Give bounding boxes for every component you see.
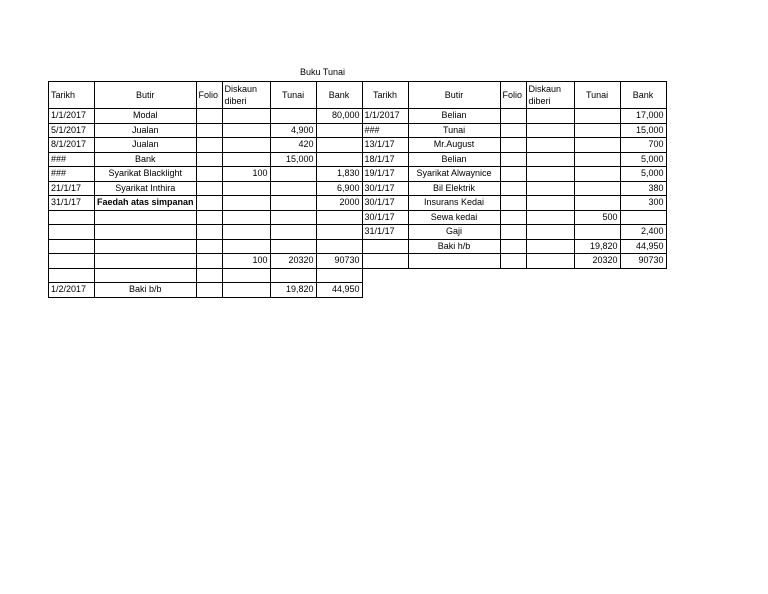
credit-butir-cell[interactable]: Belian <box>408 109 500 124</box>
table-row <box>49 167 667 182</box>
debit-diskaun-cell[interactable] <box>222 196 270 211</box>
credit-tarikh-cell[interactable]: 30/1/17 <box>362 181 408 196</box>
debit-butir-cell[interactable]: Jualan <box>95 123 197 138</box>
table-row <box>49 254 667 269</box>
debit-tarikh-cell[interactable]: ### <box>49 152 95 167</box>
credit-tarikh-cell[interactable]: 19/1/17 <box>362 167 408 182</box>
debit-tarikh-cell[interactable] <box>49 254 95 269</box>
credit-bank-cell[interactable]: 700 <box>620 138 666 153</box>
empty-cell <box>362 283 408 298</box>
empty-cell <box>574 283 620 298</box>
debit-tarikh-cell[interactable]: ### <box>49 167 95 182</box>
debit-bank-cell[interactable]: 80,000 <box>316 109 362 124</box>
debit-diskaun-cell[interactable] <box>222 239 270 254</box>
debit-tunai-cell[interactable] <box>270 167 316 182</box>
credit-folio-cell[interactable] <box>500 138 526 153</box>
header-tarikh[interactable]: Tarikh <box>49 82 95 109</box>
table-row <box>49 109 667 124</box>
debit-tarikh-cell[interactable]: 1/1/2017 <box>49 109 95 124</box>
empty-cell <box>408 268 500 283</box>
credit-diskaun-cell[interactable] <box>526 123 574 138</box>
header-diskaun-credit[interactable] <box>526 82 574 109</box>
credit-folio-cell[interactable] <box>500 254 526 269</box>
debit-butir-cell[interactable]: Faedah atas simpanan <box>95 196 197 211</box>
debit-folio-cell[interactable] <box>196 268 222 283</box>
debit-diskaun-cell[interactable] <box>222 109 270 124</box>
empty-cell <box>500 283 526 298</box>
credit-folio-cell[interactable] <box>500 123 526 138</box>
credit-butir-cell[interactable]: Tunai <box>408 123 500 138</box>
credit-bank-cell[interactable]: 5,000 <box>620 152 666 167</box>
table-row <box>49 268 667 283</box>
debit-folio-cell[interactable] <box>196 196 222 211</box>
debit-butir-cell[interactable]: Jualan <box>95 138 197 153</box>
debit-butir-cell[interactable] <box>95 254 197 269</box>
debit-tunai-cell[interactable] <box>270 196 316 211</box>
debit-bank-cell[interactable]: 44,950 <box>316 283 362 298</box>
empty-cell <box>526 283 574 298</box>
credit-bank-cell[interactable]: 300 <box>620 196 666 211</box>
debit-tunai-cell[interactable] <box>270 225 316 240</box>
table-row <box>49 196 667 211</box>
credit-tarikh-cell[interactable]: 1/1/2017 <box>362 109 408 124</box>
header-folio-credit[interactable]: Folio <box>500 82 526 109</box>
debit-diskaun-cell[interactable] <box>222 181 270 196</box>
credit-tunai-cell[interactable]: 500 <box>574 210 620 225</box>
credit-bank-cell[interactable]: 380 <box>620 181 666 196</box>
credit-tarikh-cell[interactable] <box>362 254 408 269</box>
header-bank-credit[interactable]: Bank <box>620 82 666 109</box>
credit-butir-cell[interactable]: Insurans Kedai <box>408 196 500 211</box>
debit-butir-cell[interactable] <box>95 210 197 225</box>
credit-tunai-cell[interactable] <box>574 109 620 124</box>
table-row <box>49 181 667 196</box>
credit-diskaun-cell[interactable] <box>526 167 574 182</box>
header-diskaun-line1: Diskaun <box>224 84 258 94</box>
credit-folio-cell[interactable] <box>500 167 526 182</box>
table-row <box>49 283 667 298</box>
credit-tunai-cell[interactable]: 20320 <box>574 254 620 269</box>
debit-tunai-cell[interactable]: 20320 <box>270 254 316 269</box>
credit-butir-cell[interactable]: Sewa kedai <box>408 210 500 225</box>
empty-cell <box>500 268 526 283</box>
credit-butir-cell[interactable]: Mr.August <box>408 138 500 153</box>
credit-tunai-cell[interactable] <box>574 138 620 153</box>
empty-cell <box>574 268 620 283</box>
table-row <box>49 123 667 138</box>
credit-folio-cell[interactable] <box>500 181 526 196</box>
credit-tarikh-cell[interactable]: 30/1/17 <box>362 196 408 211</box>
debit-bank-cell[interactable] <box>316 239 362 254</box>
empty-cell <box>408 283 500 298</box>
debit-folio-cell[interactable] <box>196 210 222 225</box>
debit-bank-cell[interactable]: 90730 <box>316 254 362 269</box>
debit-tarikh-cell[interactable]: 1/2/2017 <box>49 283 95 298</box>
debit-tunai-cell[interactable]: 19,820 <box>270 283 316 298</box>
credit-diskaun-cell[interactable] <box>526 239 574 254</box>
credit-bank-cell[interactable]: 2,400 <box>620 225 666 240</box>
credit-diskaun-cell[interactable] <box>526 181 574 196</box>
credit-diskaun-cell[interactable] <box>526 210 574 225</box>
credit-butir-cell[interactable]: Syarikat Alwaynice <box>408 167 500 182</box>
credit-folio-cell[interactable] <box>500 109 526 124</box>
table-row <box>49 239 667 254</box>
cash-book-table <box>48 81 667 298</box>
credit-folio-cell[interactable] <box>500 225 526 240</box>
table-row <box>49 152 667 167</box>
debit-diskaun-cell[interactable] <box>222 225 270 240</box>
debit-butir-cell[interactable]: Baki b/b <box>95 283 197 298</box>
credit-folio-cell[interactable] <box>500 239 526 254</box>
credit-tunai-cell[interactable] <box>574 123 620 138</box>
credit-butir-cell[interactable]: Bil Elektrik <box>408 181 500 196</box>
debit-folio-cell[interactable] <box>196 239 222 254</box>
debit-folio-cell[interactable] <box>196 225 222 240</box>
debit-bank-cell[interactable] <box>316 225 362 240</box>
credit-butir-cell[interactable]: Gaji <box>408 225 500 240</box>
header-tarikh-credit[interactable]: Tarikh <box>362 82 408 109</box>
debit-butir-cell[interactable]: Modal <box>95 109 197 124</box>
credit-diskaun-cell[interactable] <box>526 152 574 167</box>
credit-tunai-cell[interactable] <box>574 196 620 211</box>
header-diskaun-credit-line2: diberi <box>528 96 551 106</box>
debit-butir-cell[interactable]: Syarikat Inthira <box>95 181 197 196</box>
debit-butir-cell[interactable]: Syarikat Blacklight <box>95 167 197 182</box>
header-diskaun[interactable] <box>222 82 270 109</box>
debit-folio-cell[interactable] <box>196 181 222 196</box>
debit-bank-cell[interactable] <box>316 210 362 225</box>
debit-tarikh-cell[interactable] <box>49 239 95 254</box>
debit-folio-cell[interactable] <box>196 152 222 167</box>
empty-cell <box>620 283 666 298</box>
debit-tunai-cell[interactable] <box>270 181 316 196</box>
debit-tarikh-cell[interactable]: 8/1/2017 <box>49 138 95 153</box>
debit-butir-cell[interactable] <box>95 225 197 240</box>
credit-folio-cell[interactable] <box>500 196 526 211</box>
debit-diskaun-cell[interactable] <box>222 210 270 225</box>
debit-diskaun-cell[interactable] <box>222 152 270 167</box>
credit-bank-cell[interactable]: 90730 <box>620 254 666 269</box>
empty-cell <box>620 268 666 283</box>
debit-butir-cell[interactable] <box>95 239 197 254</box>
credit-tunai-cell[interactable] <box>574 181 620 196</box>
credit-tarikh-cell[interactable]: 30/1/17 <box>362 210 408 225</box>
credit-butir-cell[interactable] <box>408 254 500 269</box>
debit-tarikh-cell[interactable]: 5/1/2017 <box>49 123 95 138</box>
debit-tunai-cell[interactable] <box>270 239 316 254</box>
debit-tarikh-cell[interactable]: 31/1/17 <box>49 196 95 211</box>
table-row <box>49 225 667 240</box>
credit-tunai-cell[interactable]: 19,820 <box>574 239 620 254</box>
header-diskaun-credit-line1: Diskaun <box>528 84 562 94</box>
credit-folio-cell[interactable] <box>500 210 526 225</box>
header-butir[interactable]: Butir <box>95 82 197 109</box>
header-diskaun-line2: diberi <box>224 96 247 106</box>
debit-bank-cell[interactable] <box>316 138 362 153</box>
sheet-title: Buku Tunai <box>300 67 346 77</box>
debit-diskaun-cell[interactable] <box>222 123 270 138</box>
header-folio[interactable]: Folio <box>196 82 222 109</box>
credit-diskaun-cell[interactable] <box>526 138 574 153</box>
debit-folio-cell[interactable] <box>196 138 222 153</box>
credit-diskaun-cell[interactable] <box>526 109 574 124</box>
debit-bank-cell[interactable]: 2000 <box>316 196 362 211</box>
credit-bank-cell[interactable] <box>620 210 666 225</box>
header-tunai[interactable]: Tunai <box>270 82 316 109</box>
debit-folio-cell[interactable] <box>196 283 222 298</box>
debit-diskaun-cell[interactable] <box>222 283 270 298</box>
debit-bank-cell[interactable] <box>316 123 362 138</box>
credit-tunai-cell[interactable] <box>574 225 620 240</box>
debit-tunai-cell[interactable] <box>270 210 316 225</box>
debit-bank-cell[interactable]: 6,900 <box>316 181 362 196</box>
debit-tunai-cell[interactable]: 15,000 <box>270 152 316 167</box>
debit-tarikh-cell[interactable]: 21/1/17 <box>49 181 95 196</box>
debit-diskaun-cell[interactable]: 100 <box>222 254 270 269</box>
empty-cell <box>526 268 574 283</box>
debit-diskaun-cell[interactable] <box>222 268 270 283</box>
credit-diskaun-cell[interactable] <box>526 196 574 211</box>
credit-tarikh-cell[interactable] <box>362 239 408 254</box>
credit-tarikh-cell[interactable]: 13/1/17 <box>362 138 408 153</box>
credit-tarikh-cell[interactable]: ### <box>362 123 408 138</box>
credit-bank-cell[interactable]: 44,950 <box>620 239 666 254</box>
header-butir-credit[interactable]: Butir <box>408 82 500 109</box>
credit-bank-cell[interactable]: 15,000 <box>620 123 666 138</box>
debit-folio-cell[interactable] <box>196 123 222 138</box>
debit-butir-cell[interactable] <box>95 268 197 283</box>
debit-tarikh-cell[interactable] <box>49 268 95 283</box>
header-row <box>49 82 667 109</box>
table-row <box>49 210 667 225</box>
empty-cell <box>362 268 408 283</box>
credit-tarikh-cell[interactable]: 18/1/17 <box>362 152 408 167</box>
debit-tunai-cell[interactable]: 420 <box>270 138 316 153</box>
debit-folio-cell[interactable] <box>196 254 222 269</box>
credit-tarikh-cell[interactable]: 31/1/17 <box>362 225 408 240</box>
debit-tarikh-cell[interactable] <box>49 210 95 225</box>
debit-folio-cell[interactable] <box>196 109 222 124</box>
debit-bank-cell[interactable] <box>316 268 362 283</box>
header-bank[interactable]: Bank <box>316 82 362 109</box>
debit-bank-cell[interactable] <box>316 152 362 167</box>
debit-diskaun-cell[interactable] <box>222 138 270 153</box>
table-row <box>49 138 667 153</box>
header-tunai-credit[interactable]: Tunai <box>574 82 620 109</box>
credit-tunai-cell[interactable] <box>574 167 620 182</box>
debit-folio-cell[interactable] <box>196 167 222 182</box>
credit-bank-cell[interactable]: 17,000 <box>620 109 666 124</box>
credit-butir-cell[interactable]: Baki h/b <box>408 239 500 254</box>
credit-butir-cell[interactable]: Belian <box>408 152 500 167</box>
debit-tarikh-cell[interactable] <box>49 225 95 240</box>
debit-tunai-cell[interactable] <box>270 109 316 124</box>
credit-diskaun-cell[interactable] <box>526 254 574 269</box>
debit-tunai-cell[interactable]: 4,900 <box>270 123 316 138</box>
debit-bank-cell[interactable]: 1,830 <box>316 167 362 182</box>
credit-folio-cell[interactable] <box>500 152 526 167</box>
debit-tunai-cell[interactable] <box>270 268 316 283</box>
credit-bank-cell[interactable]: 5,000 <box>620 167 666 182</box>
credit-diskaun-cell[interactable] <box>526 225 574 240</box>
debit-butir-cell[interactable]: Bank <box>95 152 197 167</box>
credit-tunai-cell[interactable] <box>574 152 620 167</box>
debit-diskaun-cell[interactable]: 100 <box>222 167 270 182</box>
